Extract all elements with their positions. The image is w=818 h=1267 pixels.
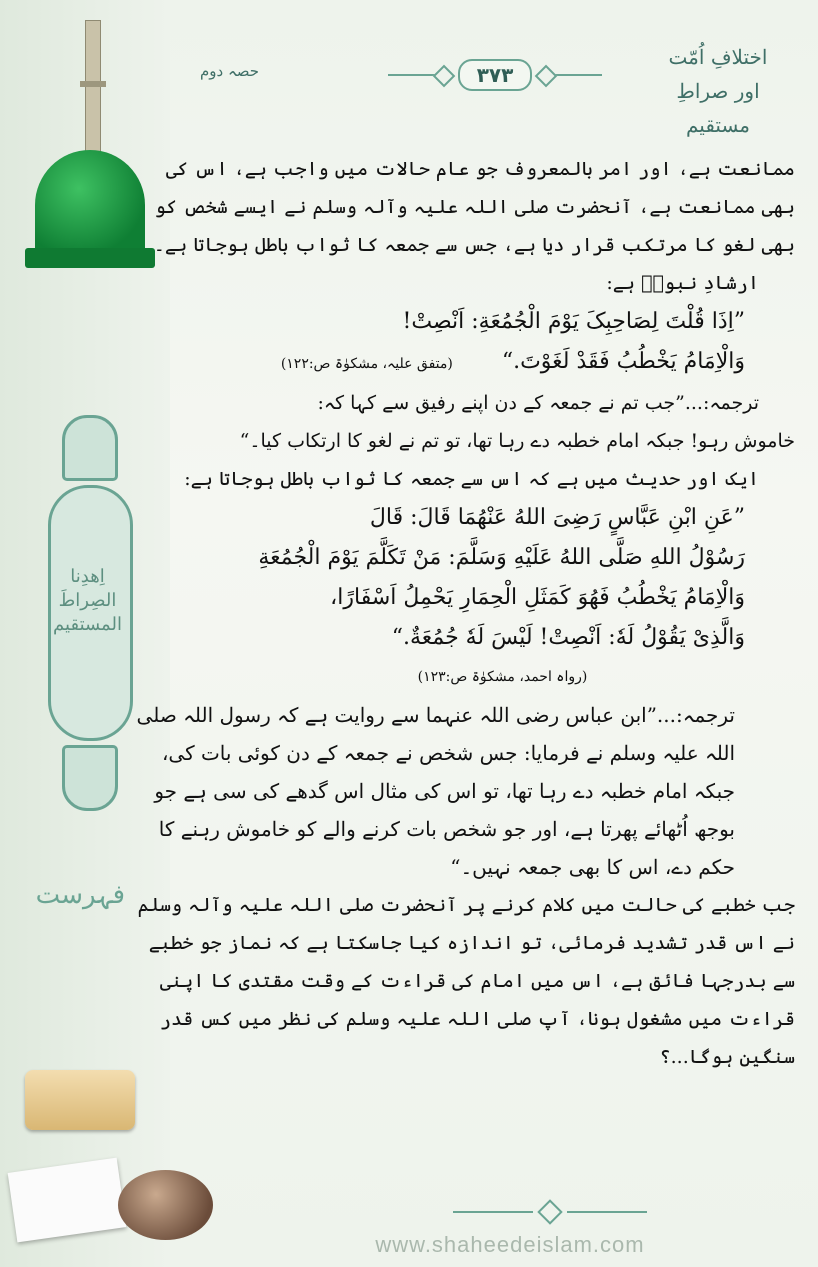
paragraph-4: جب خطبے کی حالت میں کلام کرنے پر آنحضرت صلی اللہ علیہ وآلہ وسلم نے اس قدر تشدید فرمائی، تو اندازہ کیا جاسکتا ہے کہ نماز جو خطبے سے بدرجہا فائق ہے، اس میں امام کی قراءت کے وقت مقتدی کا اپنی قراءت میں مشغول ہونا، آپ صلی اللہ علیہ وسلم کی نظر میں کس قدر سنگین ہوگا...؟ <box>137 894 795 1068</box>
footer-ornament <box>450 1200 650 1224</box>
calligraphy-ornament <box>40 395 135 825</box>
book-title-line1: اختلافِ اُمّت <box>668 45 768 69</box>
page-content <box>130 150 795 1076</box>
translation-1-line-1: ترجمہ:...”جب تم نے جمعہ کے دن اپنے رفیق سے کہا کہ: <box>317 392 759 414</box>
page-header <box>170 30 818 137</box>
hadith-2-line-1: ”عَنِ ابْنِ عَبَّاسٍ رَضِیَ اللهُ عَنْهُمَا قَالَ: قَالَ <box>369 505 745 530</box>
hadith-2-line-2: رَسُوْلُ اللهِ صَلَّی اللهُ عَلَیْهِ وَسَلَّمَ: مَنْ تَکَلَّمَ یَوْمَ الْجُمُعَةِ <box>258 545 745 570</box>
paragraph-2: ارشادِ نبویؐ ہے: <box>606 272 759 294</box>
hadith-1-reference: (متفق علیہ، مشکوٰۃ ص:۱۲۲) <box>280 356 453 372</box>
paragraph-3: ایک اور حدیث میں ہے کہ اس سے جمعہ کا ثواب باطل ہوجاتا ہے: <box>184 468 759 490</box>
page-number-frame <box>365 58 625 92</box>
translation-2: ترجمہ:...”ابن عباس رضی اللہ عنہما سے روایت ہے کہ رسول اللہ صلی اللہ علیہ وسلم نے فرمایا: جس شخص نے جمعہ کے دن کوئی بات کی، جبکہ امام خطبہ دے رہا تھا، تو اس کی مثال اس گدھے کی سی ہے جو بوجھ اُٹھائے پھرتا ہے، اور جو شخص بات کرنے والے کو خاموش رہنے کا حکم دے، اس کا بھی جمعہ نہیں۔“ <box>136 703 735 879</box>
ornament-left-icon <box>388 74 448 76</box>
footer-bar-left <box>453 1211 533 1213</box>
hadith-2-reference: (رواہ احمد، مشکوٰۃ ص:۱۲۳) <box>417 669 588 685</box>
hadith-1-line-2 <box>130 342 795 384</box>
ornament-bottom-shape <box>62 745 118 811</box>
paper-icon <box>8 1158 127 1243</box>
table-of-contents-link[interactable]: فہرست <box>35 880 125 910</box>
hadith-2-line-4: وَالَّذِیْ یَقُوْلُ لَهٗ: اَنْصِتْ! لَیْسَ لَهٗ جُمُعَةٌ.“ <box>391 625 745 650</box>
ornament-right-icon <box>542 74 602 76</box>
calligraphy-seal-logo <box>118 1170 213 1240</box>
diamond-icon <box>537 1199 562 1224</box>
green-dome-illustration <box>35 150 145 260</box>
ornament-calligraphy: اِھدِنا الصِراطَ المستقیم <box>53 566 122 635</box>
ornament-top-shape <box>62 415 118 481</box>
hadith-2-line-3: وَالْاِمَامُ یَخْطُبُ فَهُوَ کَمَثَلِ الْحِمَارِ یَحْمِلُ اَسْفَارًا، <box>330 585 745 610</box>
scroll-quill-illustration <box>15 1050 145 1140</box>
hadith-1-line-1: ”اِذَا قُلْتَ لِصَاحِبِکَ یَوْمَ الْجُمُعَةِ: اَنْصِتْ! <box>402 309 745 334</box>
book-title-line2: اور صراطِ مستقیم <box>676 79 760 137</box>
hadith-1-line-2-text: وَالْاِمَامُ یَخْطُبُ فَقَدْ لَغَوْتَ.“ <box>501 349 745 374</box>
website-link[interactable]: www.shaheedeislam.com <box>375 1232 645 1257</box>
scroll-icon <box>25 1070 135 1130</box>
page-number: ۳۷۳ <box>458 59 532 91</box>
footer-bar-right <box>567 1211 647 1213</box>
book-title <box>648 40 788 142</box>
section-label: حصہ دوم <box>200 62 260 80</box>
translation-1-line-2: خاموش رہو! جبکہ امام خطبہ دے رہا تھا، تو تم نے لغو کا ارتکاب کیا۔“ <box>239 430 795 452</box>
paragraph-1: ممانعت ہے، اور امر بالمعروف جو عام حالات میں واجب ہے، اس کی بھی ممانعت ہے، آنحضرت صلی اللہ علیہ وآلہ وسلم نے ایسے شخص کو بھی لغو کا مرتکب قرار دیا ہے، جس سے جمعہ کا ثواب باطل ہوجاتا ہے۔ <box>153 158 795 256</box>
